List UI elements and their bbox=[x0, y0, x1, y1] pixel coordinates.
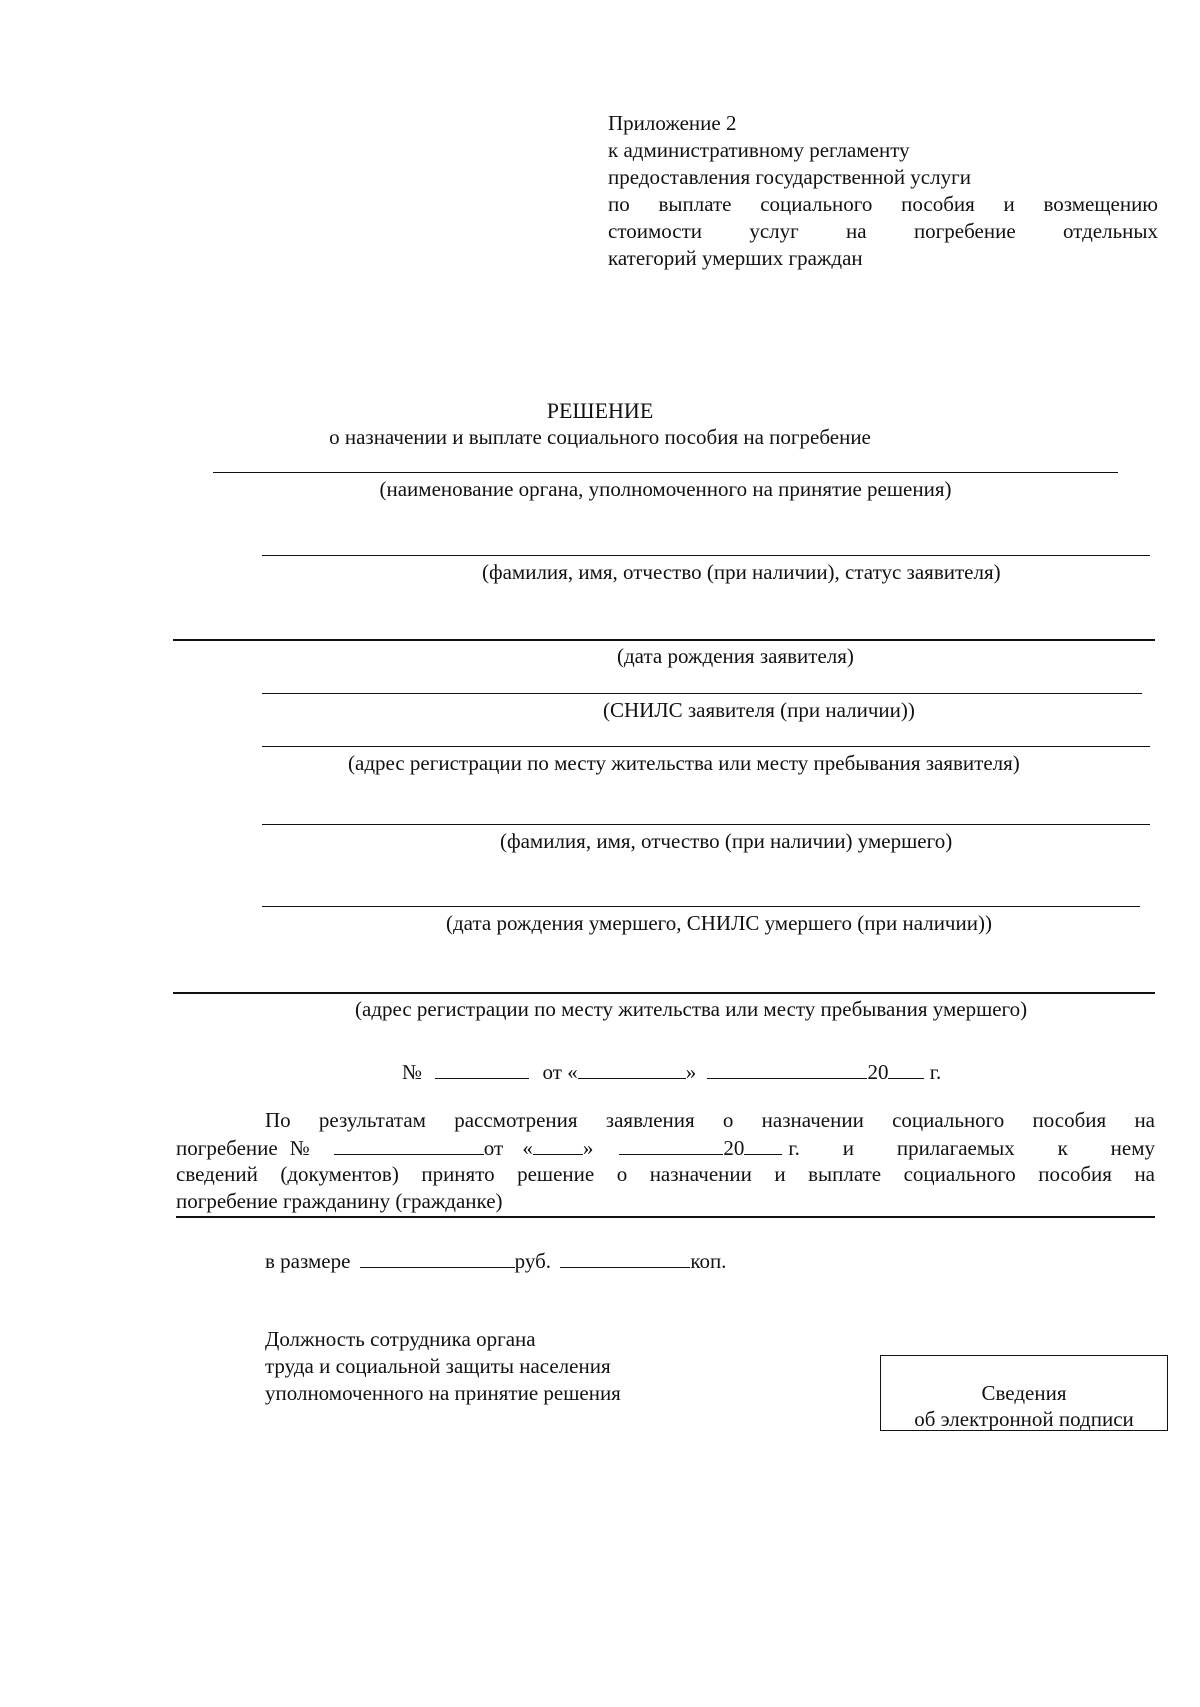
caption-applicant-name: (фамилия, имя, отчество (при наличии), статус заявителя) bbox=[482, 560, 1001, 584]
position-line-1: Должность сотрудника органа bbox=[265, 1327, 536, 1351]
organ-field-line[interactable] bbox=[213, 472, 1118, 473]
appendix-line-3: предоставления государственной услуги bbox=[608, 165, 971, 189]
amount-rub-field[interactable] bbox=[360, 1247, 515, 1268]
appendix-line-6: категорий умерших граждан bbox=[608, 246, 863, 270]
year-prefix: 20 bbox=[867, 1060, 889, 1084]
application-number-field[interactable] bbox=[334, 1134, 484, 1155]
close-quote: » bbox=[685, 1060, 697, 1084]
body-line-3: сведений (документов) принято решение о назначении и выплате социального пособия на bbox=[176, 1162, 1155, 1186]
body-line-1: По результатам рассмотрения заявления о назначении социального пособия на bbox=[265, 1108, 1155, 1132]
body-line-2 bbox=[176, 1134, 1155, 1162]
appendix-line-1: Приложение 2 bbox=[608, 111, 737, 135]
body-close-quote: » bbox=[582, 1136, 594, 1160]
number-sign: № bbox=[402, 1060, 423, 1084]
decision-day-field[interactable] bbox=[578, 1058, 686, 1079]
applicant-name-field-line[interactable] bbox=[262, 555, 1150, 556]
deceased-birth-snils-field-line[interactable] bbox=[262, 906, 1140, 907]
caption-deceased-address: (адрес регистрации по месту жительства или месту пребывания умершего) bbox=[355, 997, 1028, 1021]
appendix-block bbox=[608, 110, 1158, 272]
decision-year-field[interactable] bbox=[888, 1058, 924, 1079]
deceased-name-field-line[interactable] bbox=[262, 824, 1150, 825]
body-number-sign: № bbox=[289, 1136, 310, 1160]
decision-number-line bbox=[402, 1058, 941, 1086]
appendix-line-4: по выплате социального пособия и возмещению bbox=[608, 192, 1158, 216]
application-day-field[interactable] bbox=[533, 1134, 583, 1155]
electronic-signature-box bbox=[880, 1355, 1168, 1431]
position-block bbox=[265, 1326, 621, 1407]
caption-applicant-snils: (СНИЛС заявителя (при наличии)) bbox=[603, 698, 915, 722]
decision-number-field[interactable] bbox=[435, 1058, 529, 1079]
from-label: от « bbox=[542, 1060, 578, 1084]
application-month-field[interactable] bbox=[619, 1134, 723, 1155]
application-year-field[interactable] bbox=[744, 1134, 782, 1155]
amount-prefix: в размере bbox=[265, 1249, 351, 1273]
appendix-line-5: стоимости услуг на погребение отдельных bbox=[608, 219, 1158, 243]
amount-kop-label: коп. bbox=[690, 1249, 727, 1273]
document-title: РЕШЕНИЕ bbox=[546, 398, 654, 423]
applicant-birth-field-line[interactable] bbox=[173, 639, 1155, 641]
amount-line bbox=[265, 1247, 726, 1275]
applicant-address-field-line[interactable] bbox=[262, 746, 1150, 747]
caption-deceased-name: (фамилия, имя, отчество (при наличии) умершего) bbox=[500, 829, 953, 853]
caption-applicant-address: (адрес регистрации по месту жительства или месту пребывания заявителя) bbox=[348, 751, 1020, 775]
signature-box-line-1: Сведения bbox=[981, 1381, 1067, 1405]
body-line-4: погребение гражданину (гражданке) bbox=[176, 1189, 503, 1213]
deceased-address-field-line[interactable] bbox=[173, 992, 1155, 994]
body-pogrebenie: погребение bbox=[176, 1136, 278, 1160]
document-subtitle: о назначении и выплате социального пособия на погребение bbox=[329, 425, 871, 449]
position-line-3: уполномоченного на принятие решения bbox=[265, 1381, 621, 1405]
body-year-prefix: 20 bbox=[723, 1136, 745, 1160]
body-rest: г. и прилагаемых к нему bbox=[788, 1136, 1155, 1160]
caption-organ: (наименование органа, уполномоченного на принятие решения) bbox=[379, 477, 952, 501]
caption-applicant-birth: (дата рождения заявителя) bbox=[617, 644, 854, 668]
applicant-snils-field-line[interactable] bbox=[262, 693, 1142, 694]
amount-kop-field[interactable] bbox=[560, 1247, 690, 1268]
signature-box-line-2: об электронной подписи bbox=[914, 1407, 1134, 1431]
body-from: от « bbox=[483, 1136, 533, 1160]
amount-rub-label: руб. bbox=[514, 1249, 552, 1273]
position-line-2: труда и социальной защиты населения bbox=[265, 1354, 611, 1378]
recipient-field-line[interactable] bbox=[176, 1216, 1155, 1218]
caption-deceased-birth-snils: (дата рождения умершего, СНИЛС умершего (при наличии)) bbox=[446, 911, 992, 935]
appendix-line-2: к административному регламенту bbox=[608, 138, 910, 162]
year-suffix: г. bbox=[929, 1060, 942, 1084]
decision-month-field[interactable] bbox=[707, 1058, 867, 1079]
